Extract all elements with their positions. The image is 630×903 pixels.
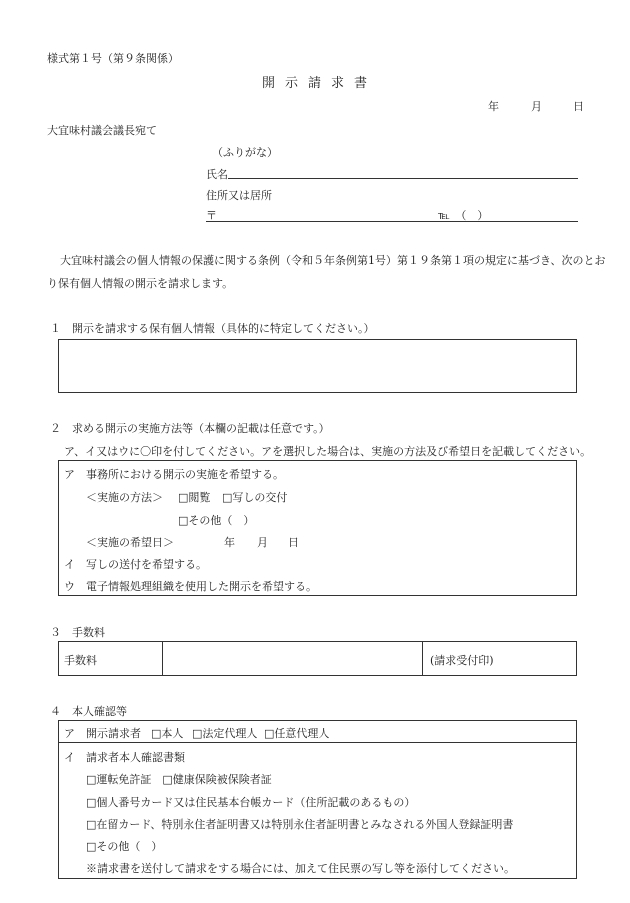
method-copy-checkbox[interactable]: □写しの交付: [222, 491, 288, 504]
section2-note: ア、イ又はウに〇印を付してください。アを選択した場合は、実施の方法及び希望日を記載してください。: [64, 445, 592, 458]
id-doc-license-insurance[interactable]: □運転免許証 □健康保険被保険者証: [86, 773, 272, 786]
name-label: 氏名: [206, 168, 228, 181]
self-checkbox[interactable]: □本人: [151, 727, 184, 740]
preferred-date-label: ＜実施の希望日＞: [86, 536, 174, 549]
intro-line-2: り保有個人情報の開示を請求します。: [47, 277, 234, 290]
method-label: ＜実施の方法＞: [86, 491, 163, 504]
fee-label: 手数料: [64, 654, 97, 667]
intro-line-1: 大宜味村議会の個人情報の保護に関する条例（令和５年条例第1号）第１９条第１項の規定に基づき、次のとお: [60, 254, 606, 267]
section4-heading: ４ 本人確認等: [50, 705, 127, 718]
preferred-date-month: 月: [257, 536, 268, 549]
receipt-stamp-label: (請求受付印): [430, 654, 494, 667]
name-field[interactable]: [228, 178, 578, 179]
mail-footnote: ※請求書を送付して請求をする場合には、加えて住民票の写し等を添付してください。: [86, 862, 515, 875]
preferred-date-day: 日: [288, 536, 299, 549]
address-label: 住所又は居所: [206, 189, 272, 202]
option-i[interactable]: イ 写しの送付を希望する。: [64, 558, 207, 571]
option-a[interactable]: ア 事務所における開示の実施を希望する。: [64, 468, 284, 481]
id-doc-residence-card[interactable]: □在留カード、特別永住者証明書又は特別永住者証明書とみなされる外国人登録証明書: [86, 818, 514, 831]
addressee: 大宜味村議会議長宛て: [47, 124, 157, 137]
section1-heading: １ 開示を請求する保有個人情報（具体的に特定してください。）: [50, 322, 375, 335]
page-title: 開示請求書: [262, 76, 378, 91]
requested-info-box[interactable]: [58, 339, 577, 393]
preferred-date-year: 年: [224, 536, 235, 549]
section3-heading: ３ 手数料: [50, 626, 105, 639]
id-documents-label: イ 請求者本人確認書類: [64, 751, 185, 764]
tel-label: ℡ （ ）: [438, 209, 489, 222]
id-doc-other[interactable]: □その他（ ）: [86, 840, 163, 853]
identity-divider: [58, 742, 577, 743]
furigana-label: （ふりがな）: [212, 146, 278, 159]
fee-divider-2: [422, 641, 423, 676]
date-day: 日: [573, 100, 584, 113]
fee-value-cell[interactable]: [163, 642, 421, 675]
date-year: 年: [488, 100, 499, 113]
date-month: 月: [531, 100, 542, 113]
requester-type-label: ア 開示請求者: [64, 727, 141, 740]
form-number: 様式第１号（第９条関係）: [47, 52, 179, 65]
legal-agent-checkbox[interactable]: □法定代理人: [192, 727, 258, 740]
method-other-checkbox[interactable]: □その他（ ）: [178, 514, 255, 527]
address-field[interactable]: [206, 221, 578, 222]
voluntary-agent-checkbox[interactable]: □任意代理人: [264, 727, 330, 740]
id-doc-mynumber-card[interactable]: □個人番号カード又は住民基本台帳カード（住所記載のあるもの）: [86, 796, 416, 809]
postal-mark: 〒: [206, 209, 217, 222]
method-view-checkbox[interactable]: □閲覧: [178, 491, 211, 504]
section2-heading: ２ 求める開示の実施方法等（本欄の記載は任意です。）: [50, 422, 330, 435]
option-u[interactable]: ウ 電子情報処理組織を使用した開示を希望する。: [64, 580, 317, 593]
